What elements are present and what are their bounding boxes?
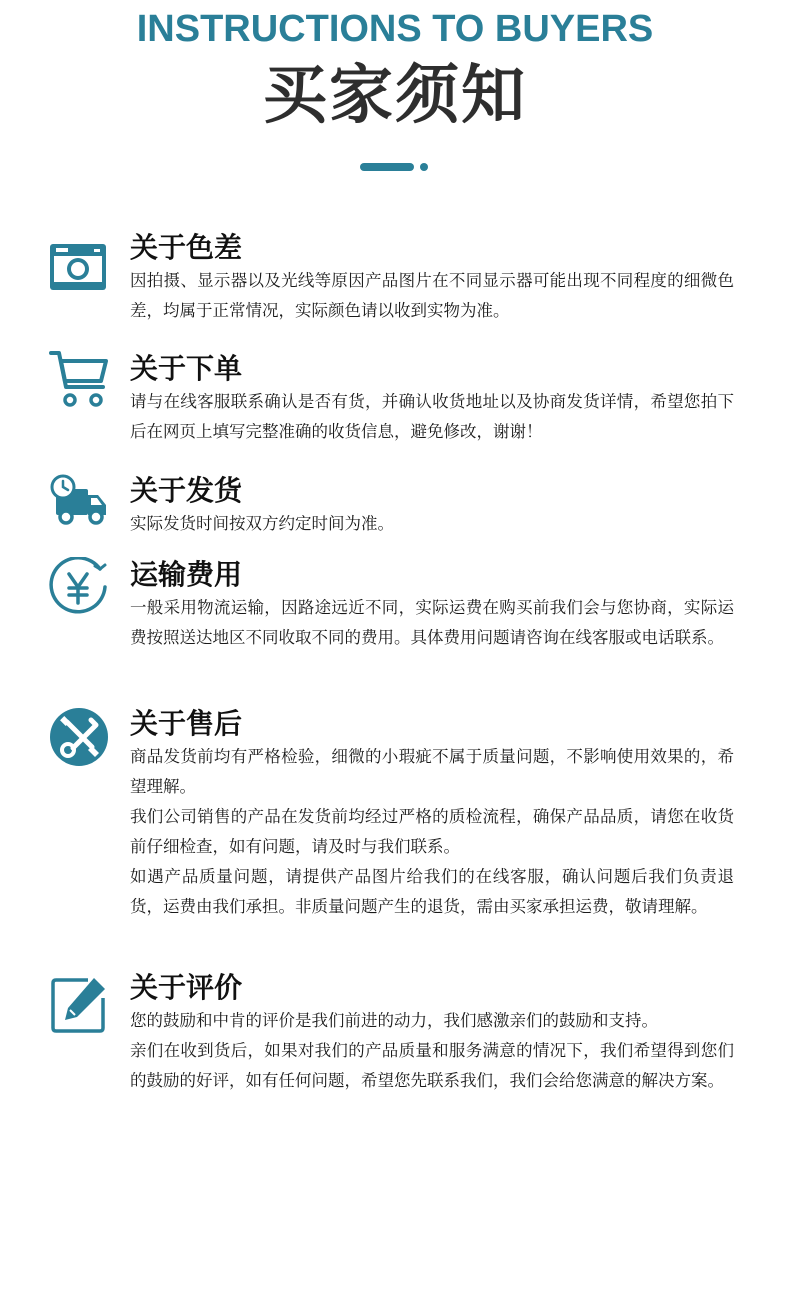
section-body <box>130 387 734 447</box>
section-title: 关于下单 <box>130 352 243 385</box>
section-title: 运输费用 <box>130 558 243 591</box>
edit-pencil-icon <box>48 974 110 1036</box>
shopping-cart-icon <box>48 349 110 411</box>
section-paragraph: 实际发货时间按双方约定时间为准。 <box>130 514 394 533</box>
section-body <box>130 509 734 539</box>
title-divider-dot <box>420 163 428 171</box>
page-title-chinese: 买家须知 <box>263 59 527 133</box>
section-paragraph: 因拍摄、显示器以及光线等原因产品图片在不同显示器可能出现不同程度的细微色差，均属于正常情况，实际颜色请以收到实物为准。 <box>130 271 734 320</box>
section-body <box>130 266 734 326</box>
tools-wrench-screwdriver-icon <box>48 706 110 768</box>
title-divider-bar <box>360 163 414 171</box>
section-title: 关于发货 <box>130 474 243 507</box>
page-title-english: INSTRUCTIONS TO BUYERS <box>136 8 654 50</box>
section-paragraph: 我们公司销售的产品在发货前均经过严格的质检流程，确保产品品质，请您在收货前仔细检查，如有问题，请及时与我们联系。 <box>130 807 734 856</box>
section-body <box>130 742 734 922</box>
section-paragraph: 一般采用物流运输，因路途远近不同，实际运费在购买前我们会与您协商，实际运费按照送达地区不同收取不同的费用。具体费用问题请咨询在线客服或电话联系。 <box>130 598 734 647</box>
section-title: 关于售后 <box>130 707 243 740</box>
section-paragraph: 如遇产品质量问题，请提供产品图片给我们的在线客服，确认问题后我们负责退货，运费由我们承担。非质量问题产生的退货，需由买家承担运费，敬请理解。 <box>130 867 734 916</box>
section-paragraph: 请与在线客服联系确认是否有货，并确认收货地址以及协商发货详情，希望您拍下后在网页上填写完整准确的收货信息，避免修改，谢谢！ <box>130 392 734 441</box>
section-paragraph: 您的鼓励和中肯的评价是我们前进的动力，我们感激亲们的鼓励和支持。 <box>130 1011 658 1030</box>
section-body <box>130 1006 734 1096</box>
section-title: 关于色差 <box>130 231 243 264</box>
section-paragraph: 商品发货前均有严格检验，细微的小瑕疵不属于质量问题，不影响使用效果的，希望理解。 <box>130 747 734 796</box>
section-paragraph: 亲们在收到货后，如果对我们的产品质量和服务满意的情况下，我们希望得到您们的鼓励的好评，如有任何问题，希望您先联系我们，我们会给您满意的解决方案。 <box>130 1041 734 1090</box>
section-body <box>130 593 734 653</box>
camera-icon <box>48 236 110 298</box>
delivery-truck-clock-icon <box>48 473 110 535</box>
yen-coin-icon <box>48 557 110 619</box>
section-title: 关于评价 <box>130 971 243 1004</box>
